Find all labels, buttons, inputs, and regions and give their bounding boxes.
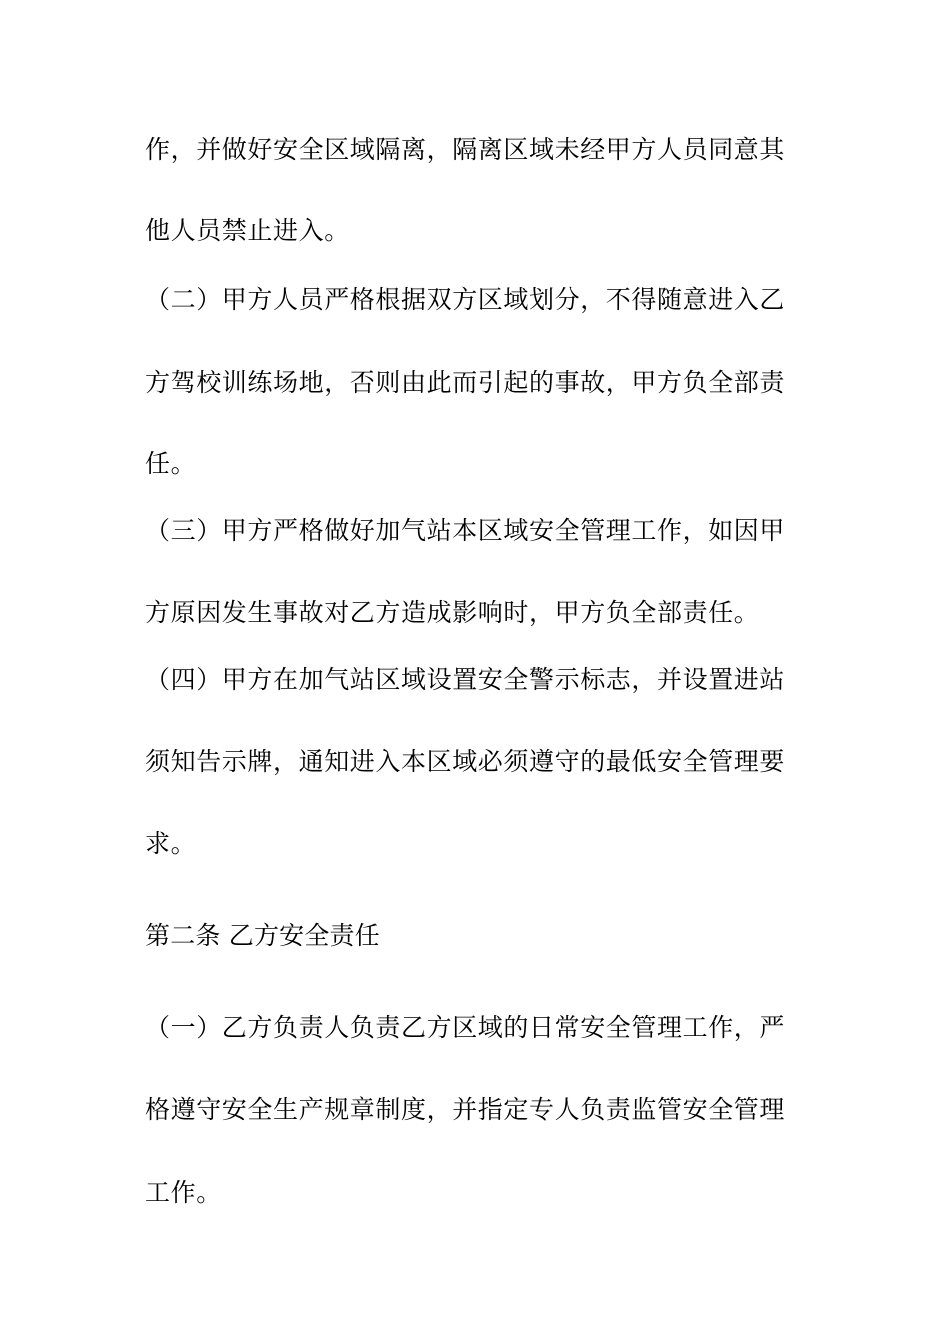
paragraph-line: 工作。 bbox=[145, 1178, 222, 1207]
paragraph-line: （二）甲方人员严格根据双方区域划分，不得随意进入乙 bbox=[145, 285, 786, 314]
paragraph-line: （三）甲方严格做好加气站本区域安全管理工作，如因甲 bbox=[145, 516, 786, 545]
paragraph-line: 方驾校训练场地，否则由此而引起的事故，甲方负全部责 bbox=[145, 368, 786, 397]
paragraph-line: 作，并做好安全区域隔离，隔离区域未经甲方人员同意其 bbox=[145, 135, 786, 164]
paragraph-line: 任。 bbox=[145, 449, 197, 478]
paragraph-line: 须知告示牌，通知进入本区域必须遵守的最低安全管理要 bbox=[145, 747, 786, 776]
paragraph-line: 格遵守安全生产规章制度，并指定专人负责监管安全管理 bbox=[145, 1095, 786, 1124]
paragraph-line: （一）乙方负责人负责乙方区域的日常安全管理工作，严 bbox=[145, 1013, 786, 1042]
paragraph-line: 他人员禁止进入。 bbox=[145, 216, 350, 245]
section-heading: 第二条 乙方安全责任 bbox=[145, 921, 380, 950]
paragraph-line: （四）甲方在加气站区域设置安全警示标志，并设置进站 bbox=[145, 665, 786, 694]
paragraph-line: 求。 bbox=[145, 829, 197, 858]
paragraph-line: 方原因发生事故对乙方造成影响时，甲方负全部责任。 bbox=[145, 598, 760, 627]
